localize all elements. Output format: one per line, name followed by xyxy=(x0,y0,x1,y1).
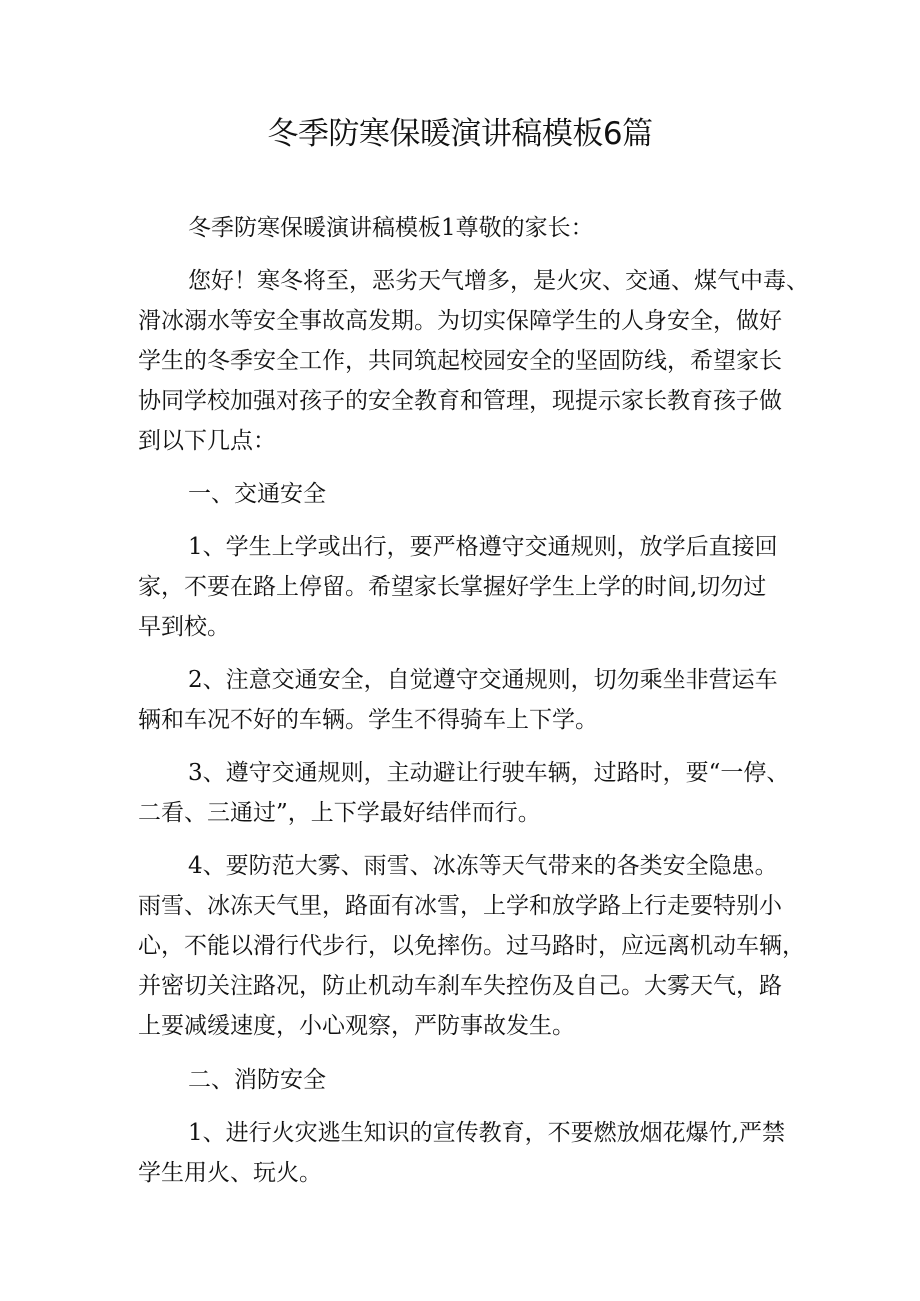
paragraph-line: 冬季防寒保暖演讲稿模板1尊敬的家长： xyxy=(188,215,594,241)
document-body xyxy=(138,208,809,1193)
section-heading: 一、交通安全 xyxy=(188,481,326,507)
paragraph-gap xyxy=(138,833,798,846)
paragraph-line: 3、遵守交通规则，主动避让行驶车辆，过路时，要“一停、 xyxy=(188,760,790,786)
paragraph-gap xyxy=(138,461,798,474)
paragraph-line: 并密切关注路况，防止机动车刹车失控伤及自己。大雾天气，路 xyxy=(138,973,782,999)
paragraph-gap xyxy=(138,248,798,261)
paragraph-line: 到以下几点： xyxy=(138,428,276,454)
paragraph-line: 早到校。 xyxy=(138,614,230,640)
paragraph-line: 学生的冬季安全工作，共同筑起校园安全的坚固防线，希望家长 xyxy=(138,348,782,374)
paragraph-line: 1、学生上学或出行，要严格遵守交通规则，放学后直接回 xyxy=(188,534,778,560)
paragraph-line: 滑冰溺水等安全事故高发期。为切实保障学生的人身安全，做好 xyxy=(138,308,782,334)
paragraph-line: 家，不要在路上停留。希望家长掌握好学生上学的时间,切勿过 xyxy=(138,574,767,600)
paragraph-gap xyxy=(138,740,798,753)
paragraph-line: 二看、三通过”，上下学最好结伴而行。 xyxy=(138,800,541,826)
paragraph-line: 学生用火、玩火。 xyxy=(138,1160,322,1186)
paragraph-line: 您好！寒冬将至，恶劣天气增多，是火灾、交通、煤气中毒、 xyxy=(188,268,809,294)
paragraph-line: 雨雪、冰冻天气里，路面有冰雪，上学和放学路上行走要特别小 xyxy=(138,893,782,919)
document-title: 冬季防寒保暖演讲稿模板6篇 xyxy=(267,116,653,152)
paragraph-gap xyxy=(138,647,798,660)
paragraph-line: 协同学校加强对孩子的安全教育和管理，现提示家长教育孩子做 xyxy=(138,388,782,414)
paragraph-gap xyxy=(138,1046,798,1060)
paragraph-line: 4、要防范大雾、雨雪、冰冻等天气带来的各类安全隐患。 xyxy=(188,853,778,879)
paragraph-gap xyxy=(138,1100,798,1113)
paragraph-line: 心，不能以滑行代步行，以免摔伤。过马路时，应远离机动车辆， xyxy=(138,933,805,959)
paragraph-line: 上要减缓速度，小心观察，严防事故发生。 xyxy=(138,1013,575,1039)
paragraph-line: 1、进行火灾逃生知识的宣传教育，不要燃放烟花爆竹,严禁 xyxy=(188,1120,785,1146)
paragraph-line: 2、注意交通安全，自觉遵守交通规则，切勿乘坐非营运车 xyxy=(188,667,778,693)
paragraph-gap xyxy=(138,514,798,527)
section-heading: 二、消防安全 xyxy=(188,1067,326,1093)
paragraph-line: 辆和车况不好的车辆。学生不得骑车上下学。 xyxy=(138,707,598,733)
